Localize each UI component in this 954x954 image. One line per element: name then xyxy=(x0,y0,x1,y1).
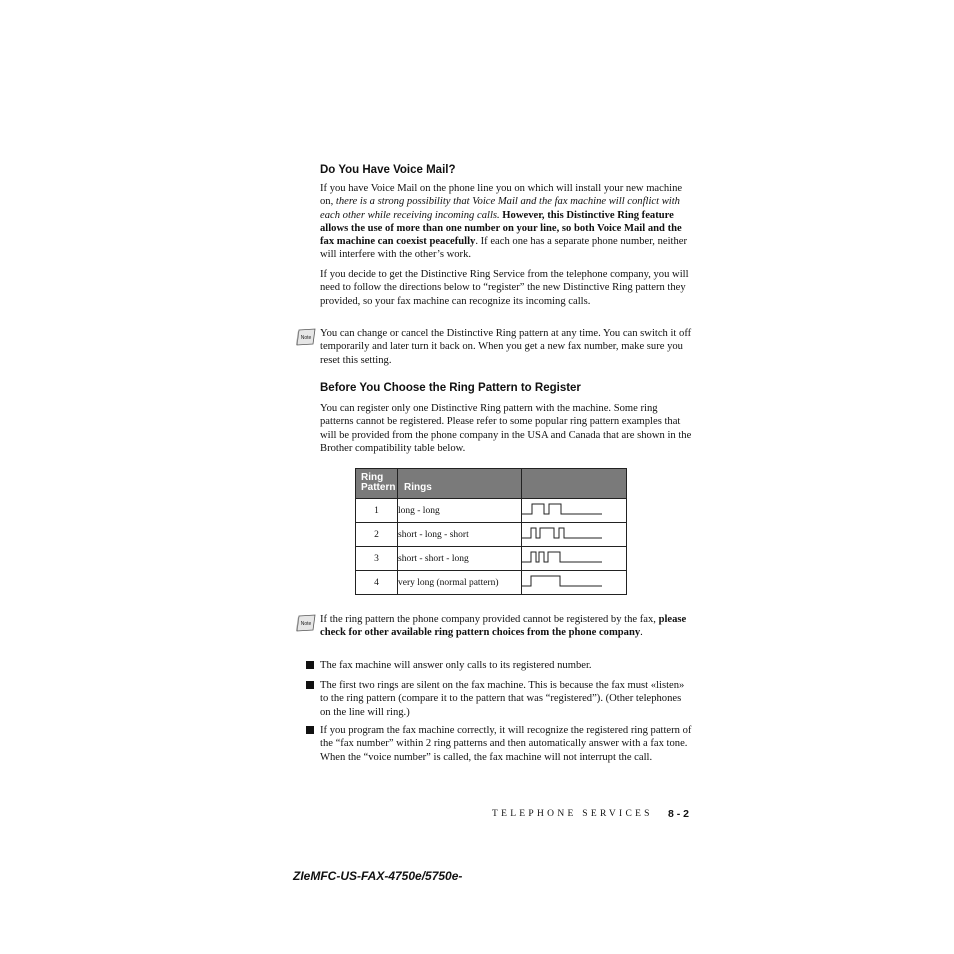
row-waveform xyxy=(522,571,627,595)
row-number: 4 xyxy=(356,571,398,595)
row-description: very long (normal pattern) xyxy=(398,571,522,595)
note-change-cancel: You can change or cancel the Distinctive Ring pattern at any time. You can switch it off temporarily and later turn it back on. When you get a new fax number, make sure you reset this setting. xyxy=(320,328,692,366)
row-waveform xyxy=(522,547,627,571)
note-icon xyxy=(295,327,317,347)
row-description: short - long - short xyxy=(398,523,522,547)
note-label: Note xyxy=(300,621,312,627)
para-text: If you have Voice Mail on the phone line you on which will install your new machine on, xyxy=(320,183,683,208)
row-description: short - short - long xyxy=(398,547,522,571)
para-bold: However, this Distinctive Ring feature allows the use of more than one number on your line, so both Voice Mail and the fax machine can coexist peacefully xyxy=(320,209,682,248)
header-waveform xyxy=(522,469,627,499)
ring-pattern-table xyxy=(355,468,627,595)
header-rings-label: Rings xyxy=(404,482,432,493)
bullet-square xyxy=(306,726,314,734)
register-paragraph: If you decide to get the Distinctive Ring Service from the telephone company, you will need to follow the directions below to “register” the new Distinctive Ring pattern they provided, so your fax machine can recognize its incoming calls. xyxy=(320,269,689,307)
note-icon xyxy=(295,613,317,633)
row-number: 1 xyxy=(356,499,398,523)
bullet-item: The fax machine will answer only calls to its registered number. xyxy=(320,660,592,671)
table-row xyxy=(356,571,627,595)
bullet-square xyxy=(306,681,314,689)
note-ring-pattern-not-registered xyxy=(320,613,692,640)
footer-section-title: TELEPHONE SERVICES xyxy=(492,809,653,819)
ring-waveform-long-long xyxy=(522,502,604,516)
note-label: Note xyxy=(300,335,312,341)
heading-ring-pattern: Before You Choose the Ring Pattern to Register xyxy=(320,382,581,394)
bullet-item: If you program the fax machine correctly, it will recognize the registered ring pattern of the “fax number” within 2 ring patterns and then automatically answer with a fax tone. When the “voice number” is called, the fax machine will not interrupt the call. xyxy=(320,725,692,763)
document-code: ZIeMFC-US-FAX-4750e/5750e- xyxy=(293,869,463,883)
bullet-item: The first two rings are silent on the fax machine. This is because the fax must «listen» to the ring pattern (compare it to the pattern that was “registered”). (Other telephones on the line will ring.) xyxy=(320,680,685,718)
bullet-square xyxy=(306,661,314,669)
table-row xyxy=(356,547,627,571)
row-number: 3 xyxy=(356,547,398,571)
note2-end: . xyxy=(640,627,643,639)
header-ring-pattern xyxy=(356,469,398,499)
note2-text: If the ring pattern the phone company provided cannot be registered by the fax, xyxy=(320,614,659,625)
voice-mail-paragraph xyxy=(320,182,692,262)
table-row xyxy=(356,523,627,547)
ring-waveform-short-long-short xyxy=(522,526,604,540)
row-waveform xyxy=(522,499,627,523)
row-number: 2 xyxy=(356,523,398,547)
note2-bold: please check for other available ring pattern choices from the phone company xyxy=(320,614,687,639)
header-pattern: Pattern xyxy=(361,482,396,493)
row-waveform xyxy=(522,523,627,547)
heading-voice-mail: Do You Have Voice Mail? xyxy=(320,164,456,176)
ring-waveform-short-short-long xyxy=(522,550,604,564)
header-ring: Ring xyxy=(361,472,384,483)
footer-page-number: 8 - 2 xyxy=(668,808,690,820)
header-rings xyxy=(398,469,522,499)
row-description: long - long xyxy=(398,499,522,523)
para-italic: there is a strong possibility that Voice Mail and the fax machine will conflict with each other while receiving incoming calls. xyxy=(320,196,680,221)
ring-waveform-very-long xyxy=(522,574,604,588)
para-text-end: . If each one has a separate phone number, neither will interfere with the other’s work. xyxy=(320,236,688,261)
table-header-row xyxy=(356,469,627,499)
ring-pattern-paragraph: You can register only one Distinctive Ring pattern with the machine. Some ring patterns cannot be registered. Please refer to some popular ring pattern examples that will be provided from the phone company in the USA and Canada that are shown in the Brother compatibility table below. xyxy=(320,403,692,454)
table-row xyxy=(356,499,627,523)
